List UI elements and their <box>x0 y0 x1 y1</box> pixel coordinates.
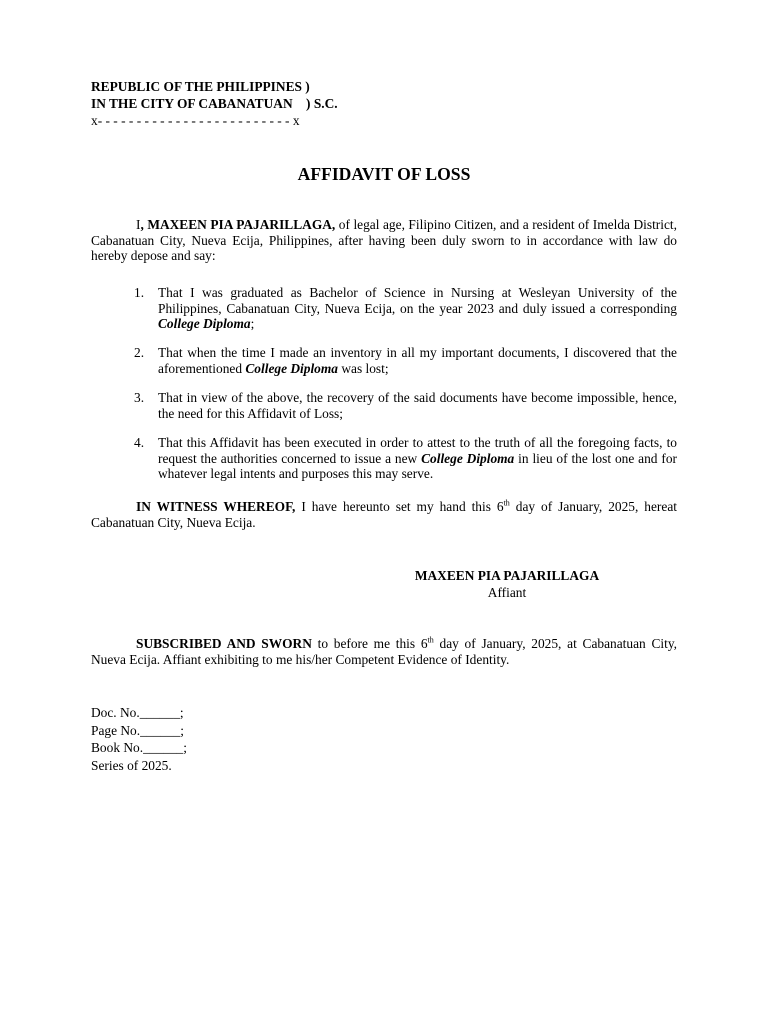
list-item <box>134 345 677 376</box>
item-text: That when the time I made an inventory in all my important documents, I discovered that the aforementioned <box>158 345 677 376</box>
affiant-name-intro: , MAXEEN PIA PAJARILLAGA, <box>140 217 336 232</box>
intro-text: of legal age, Filipino Citizen, and a resident of Imelda District, Cabanatuan City, Nueva Ecija, Philippines, after having been duly sworn to in accordance with law do hereby depose and say: <box>91 217 677 264</box>
item-emphasis: College Diploma <box>158 316 251 332</box>
item-number: 2. <box>134 345 145 360</box>
witness-text-end: day of January, 2025, hereat Cabanatuan City, Nueva Ecija. <box>91 499 677 530</box>
item-text-end: was lost; <box>338 360 389 376</box>
item-emphasis: College Diploma <box>421 450 515 466</box>
item-text-end: in lieu of the lost one and for whatever legal intents and purposes this may serve. <box>158 450 677 482</box>
venue-header <box>91 79 338 130</box>
affiant-signature-name: MAXEEN PIA PAJARILLAGA <box>414 568 600 583</box>
jurat-paragraph <box>91 636 677 667</box>
notarial-register <box>91 705 187 775</box>
item-number: 3. <box>134 390 145 405</box>
affiant-role: Affiant <box>487 585 527 600</box>
venue-republic: REPUBLIC OF THE PHILIPPINES ) <box>91 79 310 94</box>
document-title: AFFIDAVIT OF LOSS <box>297 164 471 184</box>
item-text-end: ; <box>250 316 255 332</box>
witness-lead: IN WITNESS WHEREOF, <box>136 499 296 514</box>
doc-number: Doc. No.______; <box>91 705 184 720</box>
venue-city: IN THE CITY OF CABANATUAN ) S.C. <box>91 96 338 111</box>
item-text: That I was graduated as Bachelor of Science in Nursing at Wesleyan University of the Philippines, Cabanatuan City, Nueva Ecija, on the year 2023 and duly issued a corresponding <box>158 285 677 316</box>
intro-paragraph <box>91 217 677 264</box>
signature-block <box>373 568 641 601</box>
book-number: Book No.______; <box>91 740 187 755</box>
item-number: 4. <box>134 435 145 450</box>
witness-paragraph <box>91 499 677 530</box>
jurat-text-end: day of January, 2025, at Cabanatuan City, Nueva Ecija. Affiant exhibiting to me his/her Competent Evidence of Identity. <box>91 636 677 667</box>
item-emphasis: College Diploma <box>245 360 338 376</box>
list-item <box>134 285 677 332</box>
venue-separator: x- - - - - - - - - - - - - - - - - - - - - - - - - x <box>91 113 300 128</box>
intro-prefix: I <box>136 217 141 232</box>
series-year: Series of 2025. <box>91 757 172 773</box>
jurat-text: to before me this 6 <box>311 636 428 651</box>
witness-text: I have hereunto set my hand this 6 <box>295 499 504 514</box>
list-item <box>134 390 677 421</box>
item-text: That this Affidavit has been executed in order to attest to the truth of all the foregoing facts, to request the authorities concerned to issue a new <box>158 435 677 466</box>
witness-ordinal: th <box>503 498 510 508</box>
item-number: 1. <box>134 285 145 300</box>
jurat-ordinal: th <box>427 635 434 645</box>
page-number: Page No.______; <box>91 722 184 738</box>
list-item <box>134 435 677 482</box>
item-text: That in view of the above, the recovery of the said documents have become impossible, hence, the need for this Affidavit of Loss; <box>158 390 677 421</box>
jurat-lead: SUBSCRIBED AND SWORN <box>136 636 312 651</box>
